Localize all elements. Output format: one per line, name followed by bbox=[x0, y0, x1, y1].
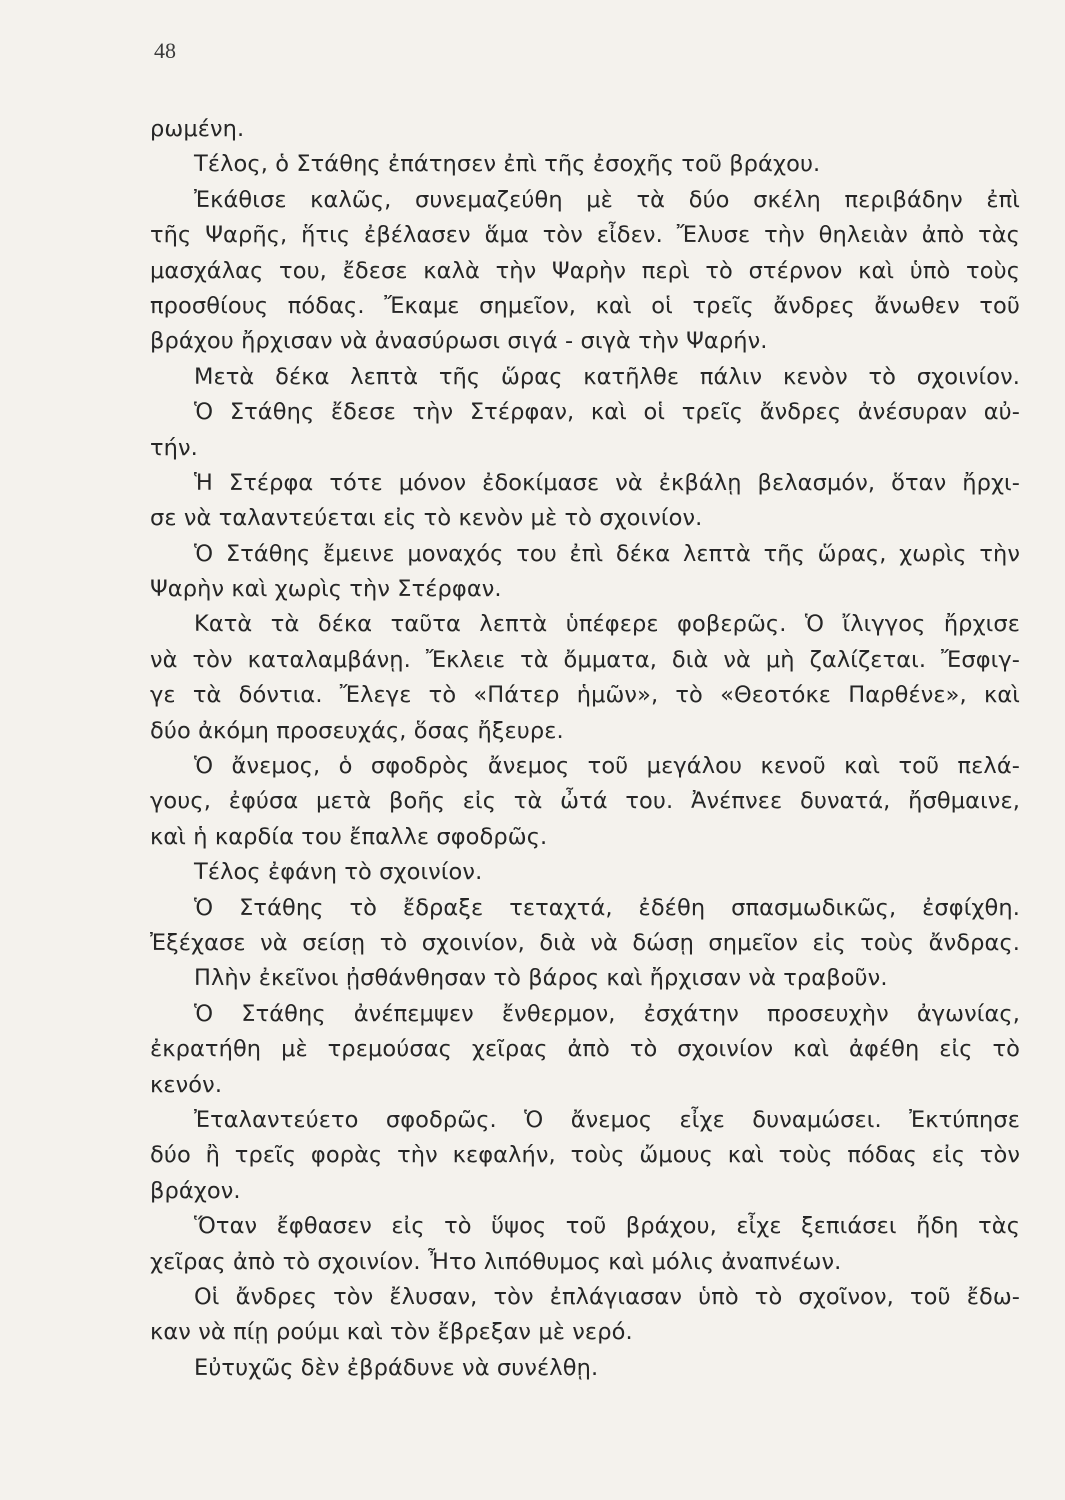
text-line: κενόν. bbox=[150, 1071, 223, 1098]
text-line: Ὁ Στάθης τὸ ἔδραξε τεταχτά, ἐδέθη σπασμωδικῶς, ἐσφίχθη. bbox=[194, 894, 1020, 921]
text-line: τῆς Ψαρῆς, ἥτις ἐβέλασεν ἅμα τὸν εἶδεν. Ἔλυσε τὴν θηλειὰν ἀπὸ τὰς bbox=[150, 222, 1020, 249]
text-line: Οἱ ἄνδρες τὸν ἔλυσαν, τὸν ἐπλάγιασαν ὑπὸ τὸ σχοῖνον, τοῦ ἔδω- bbox=[194, 1283, 1020, 1310]
text-line: βράχον. bbox=[150, 1177, 241, 1204]
text-line: σε νὰ ταλαντεύεται εἰς τὸ κενὸν μὲ τὸ σχοινίον. bbox=[150, 505, 703, 532]
text-line: μασχάλας του, ἔδεσε καλὰ τὴν Ψαρὴν περὶ τὸ στέρνον καὶ ὑπὸ τοὺς bbox=[150, 257, 1020, 284]
page-number: 48 bbox=[154, 38, 176, 63]
text-line: ἐκρατήθη μὲ τρεμούσας χεῖρας ἀπὸ τὸ σχοινίον καὶ ἀφέθη εἰς τὸ bbox=[150, 1036, 1020, 1063]
text-line: χεῖρας ἀπὸ τὸ σχοινίον. Ἦτο λιπόθυμος καὶ μόλις ἀναπνέων. bbox=[150, 1248, 842, 1275]
text-line: Ὁ Στάθης ἔδεσε τὴν Στέρφαν, καὶ οἱ τρεῖς ἄνδρες ἀνέσυραν αὐ- bbox=[194, 399, 1020, 426]
text-line: Ἐταλαντεύετο σφοδρῶς. Ὁ ἄνεμος εἶχε δυναμώσει. Ἐκτύπησε bbox=[194, 1106, 1020, 1133]
text-line: Τέλος ἐφάνη τὸ σχοινίον. bbox=[194, 859, 483, 886]
text-line: καὶ ἡ καρδία του ἔπαλλε σφοδρῶς. bbox=[150, 823, 548, 850]
text-line: βράχου ἤρχισαν νὰ ἀνασύρωσι σιγά - σιγὰ τὴν Ψαρήν. bbox=[150, 328, 768, 355]
text-line: ρωμένη. bbox=[150, 116, 245, 142]
text-line: καν νὰ πίῃ ρούμι καὶ τὸν ἔβρεξαν μὲ νερό. bbox=[150, 1319, 633, 1346]
text-line: Ψαρὴν καὶ χωρὶς τὴν Στέρφαν. bbox=[150, 576, 502, 603]
text-line: Ὅταν ἔφθασεν εἰς τὸ ὕψος τοῦ βράχου, εἶχε ξεπιάσει ἤδη τὰς bbox=[194, 1213, 1020, 1240]
text-line: Εὐτυχῶς δὲν ἐβράδυνε νὰ συνέλθῃ. bbox=[194, 1354, 599, 1381]
text-line: Πλὴν ἐκεῖνοι ᾐσθάνθησαν τὸ βάρος καὶ ἤρχισαν νὰ τραβοῦν. bbox=[194, 965, 888, 992]
text-line: γε τὰ δόντια. Ἔλεγε τὸ «Πάτερ ἡμῶν», τὸ «Θεοτόκε Παρθένε», καὶ bbox=[150, 682, 1020, 709]
text-line: νὰ τὸν καταλαμβάνῃ. Ἔκλειε τὰ ὄμματα, διὰ νὰ μὴ ζαλίζεται. Ἔσφιγ- bbox=[150, 646, 1020, 673]
text-line: Τέλος, ὁ Στάθης ἐπάτησεν ἐπὶ τῆς ἐσοχῆς τοῦ βράχου. bbox=[194, 151, 821, 178]
text-line: δύο ἢ τρεῖς φορὰς τὴν κεφαλήν, τοὺς ὤμους καὶ τοὺς πόδας εἰς τὸν bbox=[150, 1142, 1020, 1169]
text-line: Μετὰ δέκα λεπτὰ τῆς ὥρας κατῆλθε πάλιν κενὸν τὸ σχοινίον. bbox=[194, 363, 1020, 390]
text-line: τήν. bbox=[150, 434, 198, 461]
text-line: δύο ἀκόμη προσευχάς, ὅσας ἤξευρε. bbox=[150, 717, 564, 744]
text-line: Κατὰ τὰ δέκα ταῦτα λεπτὰ ὑπέφερε φοβερῶς. Ὁ ἴλιγγος ἤρχισε bbox=[194, 611, 1020, 638]
text-line: Ἐκάθισε καλῶς, συνεμαζεύθη μὲ τὰ δύο σκέλη περιβάδην ἐπὶ bbox=[194, 186, 1020, 213]
text-line: Ἐξέχασε νὰ σείσῃ τὸ σχοινίον, διὰ νὰ δώσῃ σημεῖον εἰς τοὺς ἄνδρας. bbox=[150, 929, 1020, 956]
text-line: Ὁ ἄνεμος, ὁ σφοδρὸς ἄνεμος τοῦ μεγάλου κενοῦ καὶ τοῦ πελά- bbox=[194, 753, 1020, 780]
text-line: Ὁ Στάθης ἔμεινε μοναχός του ἐπὶ δέκα λεπτὰ τῆς ὥρας, χωρὶς τὴν bbox=[194, 540, 1020, 567]
text-line: Ἡ Στέρφα τότε μόνον ἐδοκίμασε νὰ ἐκβάλῃ βελασμόν, ὅταν ἤρχι- bbox=[194, 469, 1020, 496]
text-line: Ὁ Στάθης ἀνέπεμψεν ἔνθερμον, ἐσχάτην προσευχὴν ἀγωνίας, bbox=[194, 1000, 1020, 1027]
text-line: προσθίους πόδας. Ἔκαμε σημεῖον, καὶ οἱ τρεῖς ἄνδρες ἄνωθεν τοῦ bbox=[150, 292, 1020, 319]
body-text bbox=[150, 112, 1020, 1386]
text-line: γους, ἐφύσα μετὰ βοῆς εἰς τὰ ὦτά του. Ἀνέπνεε δυνατά, ἤσθμαινε, bbox=[150, 788, 1020, 815]
